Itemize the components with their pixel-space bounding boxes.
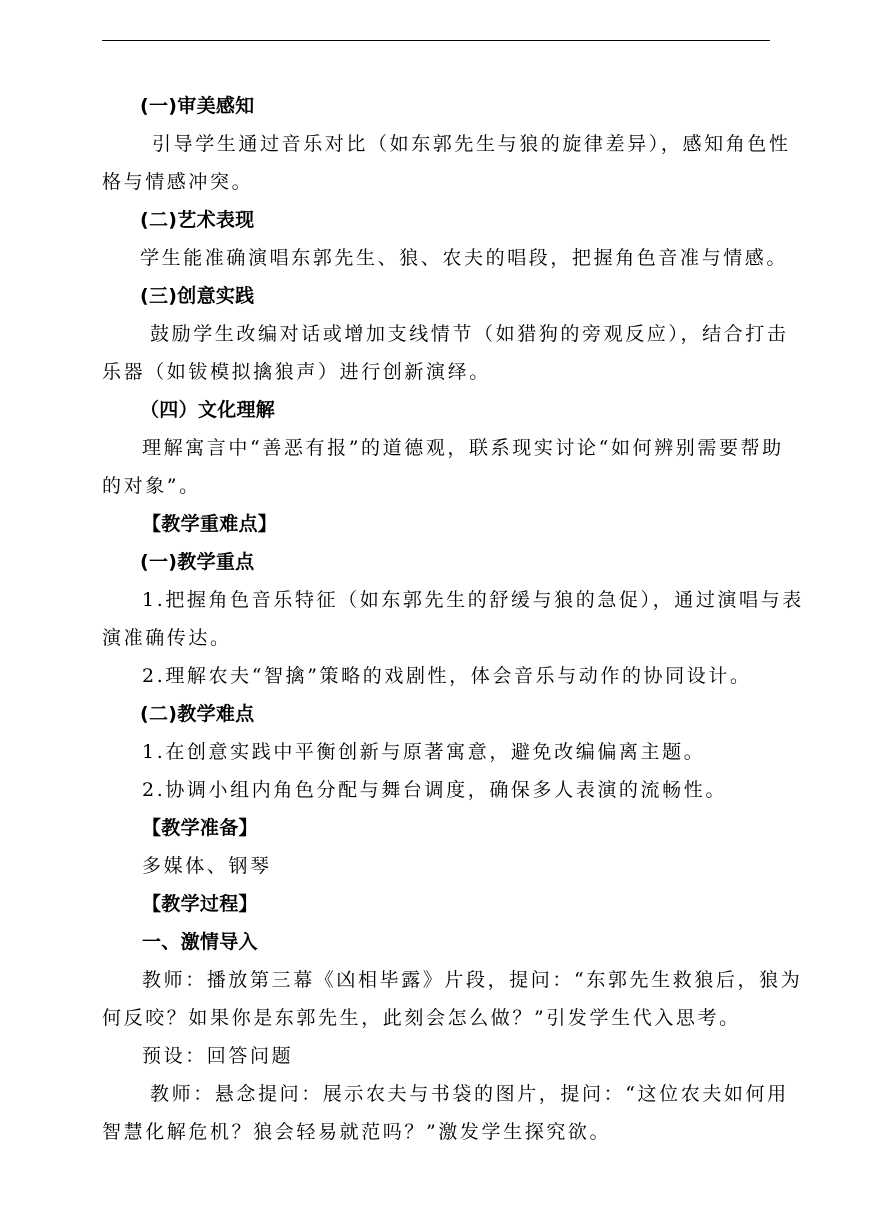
paragraph-line: 格与情感冲突。 bbox=[102, 171, 254, 193]
paragraph-line: 鼓励学生改编对话或增加支线情节（如猎狗的旁观反应），结合打击 bbox=[150, 323, 789, 345]
heading-teaching-key-points: (一)教学重点 bbox=[140, 551, 255, 573]
paragraph-line: 智慧化解危机？狼会轻易就范吗？”激发学生探究欲。 bbox=[102, 1121, 612, 1143]
paragraph-line: 预设：回答问题 bbox=[142, 1045, 294, 1067]
paragraph-line: 学生能准确演唱东郭先生、狼、农夫的唱段，把握角色音准与情感。 bbox=[140, 247, 789, 269]
paragraph-line: 2.理解农夫“智擒”策略的戏剧性，体会音乐与动作的协同设计。 bbox=[142, 665, 752, 687]
paragraph-line: 2.协调小组内角色分配与舞台调度，确保多人表演的流畅性。 bbox=[142, 779, 727, 801]
heading-cultural-understanding: （四）文化理解 bbox=[140, 399, 276, 421]
paragraph-line: 的对象”。 bbox=[102, 475, 201, 497]
heading-teaching-preparation: 【教学准备】 bbox=[142, 817, 258, 839]
paragraph-line: 多媒体、钢琴 bbox=[142, 855, 272, 877]
paragraph-line: 1.把握角色音乐特征（如东郭先生的舒缓与狼的急促），通过演唱与表 bbox=[142, 589, 804, 611]
heading-teaching-difficulties: (二)教学难点 bbox=[140, 703, 255, 725]
heading-teaching-process: 【教学过程】 bbox=[142, 893, 258, 915]
heading-key-difficulties: 【教学重难点】 bbox=[142, 513, 278, 535]
heading-aesthetic-perception: (一)审美感知 bbox=[140, 95, 255, 117]
paragraph-line: 何反咬？如果你是东郭先生，此刻会怎么做？”引发学生代入思考。 bbox=[102, 1007, 741, 1029]
heading-passionate-introduction: 一、激情导入 bbox=[142, 931, 258, 953]
paragraph-line: 乐器（如钹模拟擒狼声）进行创新演绎。 bbox=[102, 361, 491, 383]
paragraph-line: 演准确传达。 bbox=[102, 627, 232, 649]
heading-creative-practice: (三)创意实践 bbox=[140, 285, 255, 307]
paragraph-line: 教师：播放第三幕《凶相毕露》片段，提问：“东郭先生救狼后，狼为 bbox=[142, 969, 803, 991]
paragraph-line: 1.在创意实践中平衡创新与原著寓意，避免改编偏离主题。 bbox=[142, 741, 706, 763]
heading-artistic-expression: (二)艺术表现 bbox=[140, 209, 255, 231]
paragraph-line: 引导学生通过音乐对比（如东郭先生与狼的旋律差异），感知角色性 bbox=[152, 133, 791, 155]
paragraph-line: 教师：悬念提问：展示农夫与书袋的图片，提问：“这位农夫如何用 bbox=[150, 1083, 789, 1105]
paragraph-line: 理解寓言中“善恶有报”的道德观，联系现实讨论“如何辨别需要帮助 bbox=[142, 437, 784, 459]
header-rule bbox=[102, 40, 770, 41]
